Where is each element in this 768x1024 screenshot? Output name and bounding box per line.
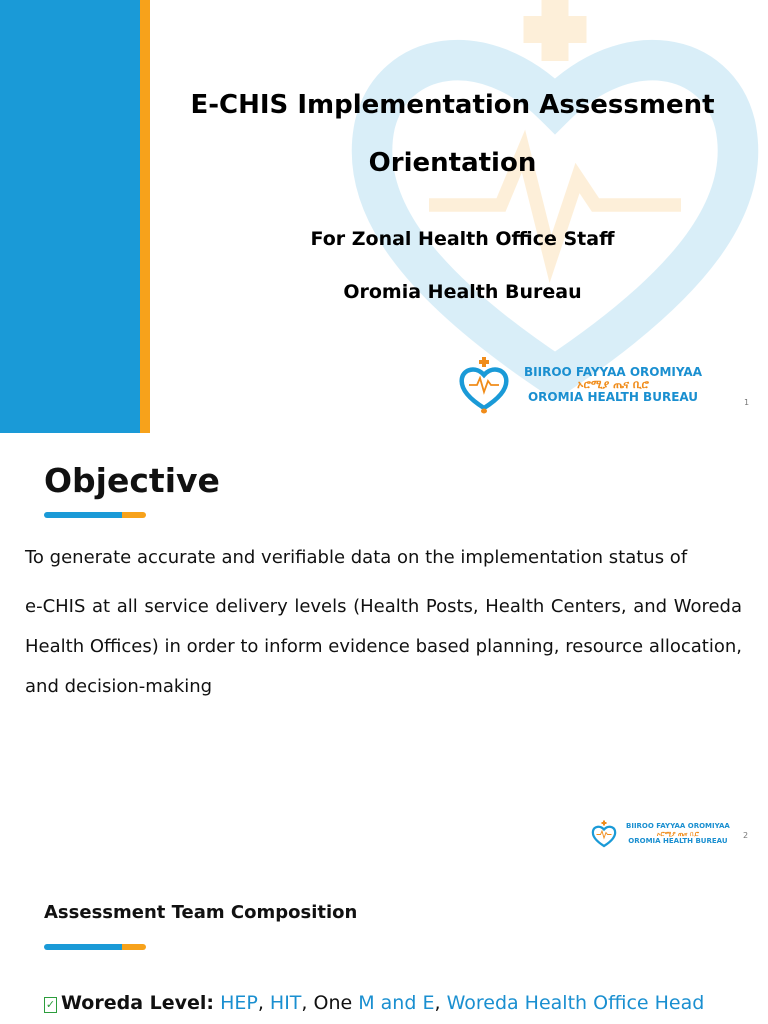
woreda-level-label: Woreda Level: xyxy=(61,992,215,1014)
member-hep: HEP xyxy=(220,992,258,1014)
logo-text-english: OROMIA HEALTH BUREAU xyxy=(628,837,728,846)
team-composition-heading: Assessment Team Composition xyxy=(44,902,358,923)
heading-underline-orange xyxy=(122,944,146,950)
logo-text-amharic: ኦሮሚያ ጤና ቢሮ xyxy=(577,377,649,391)
side-band-blue xyxy=(0,0,140,433)
presentation-title-line-1: E-CHIS Implementation Assessment xyxy=(190,90,715,120)
member-hit: HIT xyxy=(269,992,302,1014)
objective-text-line-1: To generate accurate and verifiable data on the implementation status of xyxy=(25,547,688,568)
heart-logo-icon xyxy=(456,356,512,414)
objective-heading: Objective xyxy=(44,461,220,500)
heading-underline-blue xyxy=(44,512,122,518)
page-number: 2 xyxy=(743,831,749,840)
oromia-health-bureau-logo xyxy=(456,356,702,414)
check-box-icon: ✓ xyxy=(45,998,56,1011)
woreda-level-team-line: ✓ Woreda Level: HEP, HIT, One M and E, Woreda Health Office Head xyxy=(45,992,705,1014)
heading-underline-blue xyxy=(44,944,122,950)
presentation-title-line-2: Orientation xyxy=(368,148,537,178)
member-one: One xyxy=(313,992,353,1014)
page-number: 1 xyxy=(744,398,750,407)
logo-text-english: OROMIA HEALTH BUREAU xyxy=(527,390,699,405)
logo-text-oromo: BIIROO FAYYAA OROMIYAA xyxy=(626,822,730,831)
heading-underline-orange xyxy=(122,512,146,518)
title-slide xyxy=(0,0,768,433)
member-woreda-head: Woreda Health Office Head xyxy=(446,992,705,1014)
logo-text-oromo: BIIROO FAYYAA OROMIYAA xyxy=(524,364,703,379)
side-band-orange xyxy=(140,0,150,433)
organization-subtitle: Oromia Health Bureau xyxy=(343,281,582,303)
objective-text-body: e-CHIS at all service delivery levels (Health Posts, Health Centers, and Woreda Health Offices) in order to inform evidence based planning, resource allocation, and decision-making xyxy=(25,596,742,697)
logo-text-amharic: ኦሮሚያ ጤና ቢሮ xyxy=(656,829,700,838)
oromia-health-bureau-logo-small xyxy=(590,820,730,849)
member-m-and-e: M and E xyxy=(358,992,435,1014)
heart-logo-icon xyxy=(590,820,618,849)
audience-subtitle: For Zonal Health Office Staff xyxy=(310,228,615,250)
